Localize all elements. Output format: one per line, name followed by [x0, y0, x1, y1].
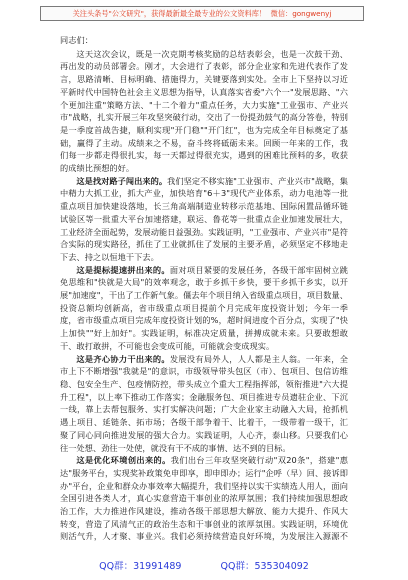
banner-text: 关注头条号"公文研究"，获得最新最全最专业的公文资料库！	[72, 9, 267, 18]
paragraph-text: 发展没有局外人，人人都是主人翁。一年来，全市上下不断增强"我就是"的意识，市级领导带头包区（市）、包项目、包信访维稳、包安全生产、包疫情防控，带头成立个重大工程指挥部，领衔推进"六大提升工程"，以上率下推动工作落实；金融服务包、项目推进专员遗驻企业、下沉一线，靠上去帮包服务、实打实解决问题；广大企业家主动融入大局，抢抓机遇上项目、延链条、拓市场；各级干部争着干、比着干，一级带着一级干，汇聚了同心同向推进发展的强大合力。实践证明，人心齐，泰山移。只要我们心往一处想、劲往一处使，就没有干不成的事情、达不到的目标。	[60, 353, 348, 453]
paragraph	[60, 454, 348, 544]
banner-contact: 微信：gongwenyj	[270, 9, 332, 18]
paragraph	[60, 353, 348, 455]
paragraph-text: 面对项目紧要的发展任务，各级干部牢固树立跳免思维和"快就是大局"的效率观念，敢于乡抓干乡快，要干乡抓干乡实，以开展"加速度"，干出了工作新气象。僵去年个项目纳入省级重点项目，项目数量、投资总额均创新高，省市级重点项目提前个月完成年度投资计划；今年一季度，省市级重点项目完成年度投资计划的%，超时间进度个百分点，实现了"快上加快""好上加好"。实践证明，标准决定质量，拼搏成就未来。只要敢想敢干、敢打敢拼，不可能也会变成可能，可能就会变成现实。	[60, 264, 348, 351]
paragraph-lead: 这是找对路子闯出来的。	[76, 175, 168, 186]
paragraph-text: 这天这次会议，既是一次克期考核奖励的总结表彰会，也是一次鼓干劲、再出发的动员部署会。刚才，大会进行了表彰，部分企业家和先进代表作了发言，思路清晰、目标明确、措施得力，关键要落到实处。全市上下坚持以习近平新时代中国特色社会主义思想为指导，认真落实省委"六个一"发展思路、"六个更加注重"策略方法、"十二个着力"重点任务，大力实施"工业强市、产业兴市"战略，扎实开展三年攻坚突破行动，交出了一份提劲鼓气的高分答卷，特别是一季度首战告捷，顺利实现"开门稳""开门红"，也为完成全年目标奠定了基础，赢得了主动。成绩来之不易，奋斗终将砥砺未来。回顾一年来的工作，我们每一步都走得很扎实，每一天都过得很充实，遇到的困难比预料的多，收获的成绩比预想的好。	[60, 48, 348, 174]
paragraph	[60, 175, 348, 264]
paragraph-text: 我们坚定不移实施"工业强市、产业兴市"战略，集中精力大抓工业，抓大产业，加快培育"6＋3"现代产业体系，动力电池等一批重点项目加快建设落地，长三角高端制造业转移示范基地、国际闲置品循环链试验区等一批重大平台加速搭建，联运、鲁花等一批重点企业加速发展壮大，工业经济全面起势，发展动能日益强劲。实践证明，"工业强市、产业兴市"是符合实际的现实路径，抓住了工业就抓住了发展的主要矛盾，必须坚定不移地走下去、持之以恒地干下去。	[60, 175, 348, 262]
qq-group-2: QQ群：535304092	[220, 561, 309, 572]
footer-contacts	[0, 558, 408, 574]
salutation: 同志们：	[60, 35, 93, 45]
paragraph-text: 我们出台三年攻坚突破行动"双20条"，搭建"惠达"服务平台，实现奖补政策免申即享，即申即办；运行"企呼（早）回、接诉即办"平台，企业和群众办事效率大幅提升，我们坚持以实干实绩选人用人，面向全国引进各类人才，真心实意营造干事创业的浓厚氛围；我们持续加强思想政治工作，大力推进作风建设，推动各级干部思想大解放、能力大提升、作风大转变，营造了风清气正的政治生态和干事创业的浓厚氛围。实践证明，环境优则活气升，人才聚、事业兴。我们必须持续营造良好环境，为发展注入源源不	[60, 455, 348, 542]
qq-group-1: QQ群：31991489	[99, 561, 182, 572]
paragraph	[60, 264, 348, 353]
paragraph-lead: 这是提标提速拼出来的。	[76, 264, 170, 275]
paragraph-lead: 这是优化环境创出来的。	[76, 455, 171, 466]
header-banner	[40, 6, 364, 21]
paragraph-lead: 这是齐心协力干出来的。	[76, 353, 170, 364]
paragraph	[60, 48, 348, 175]
document-body	[60, 34, 348, 544]
